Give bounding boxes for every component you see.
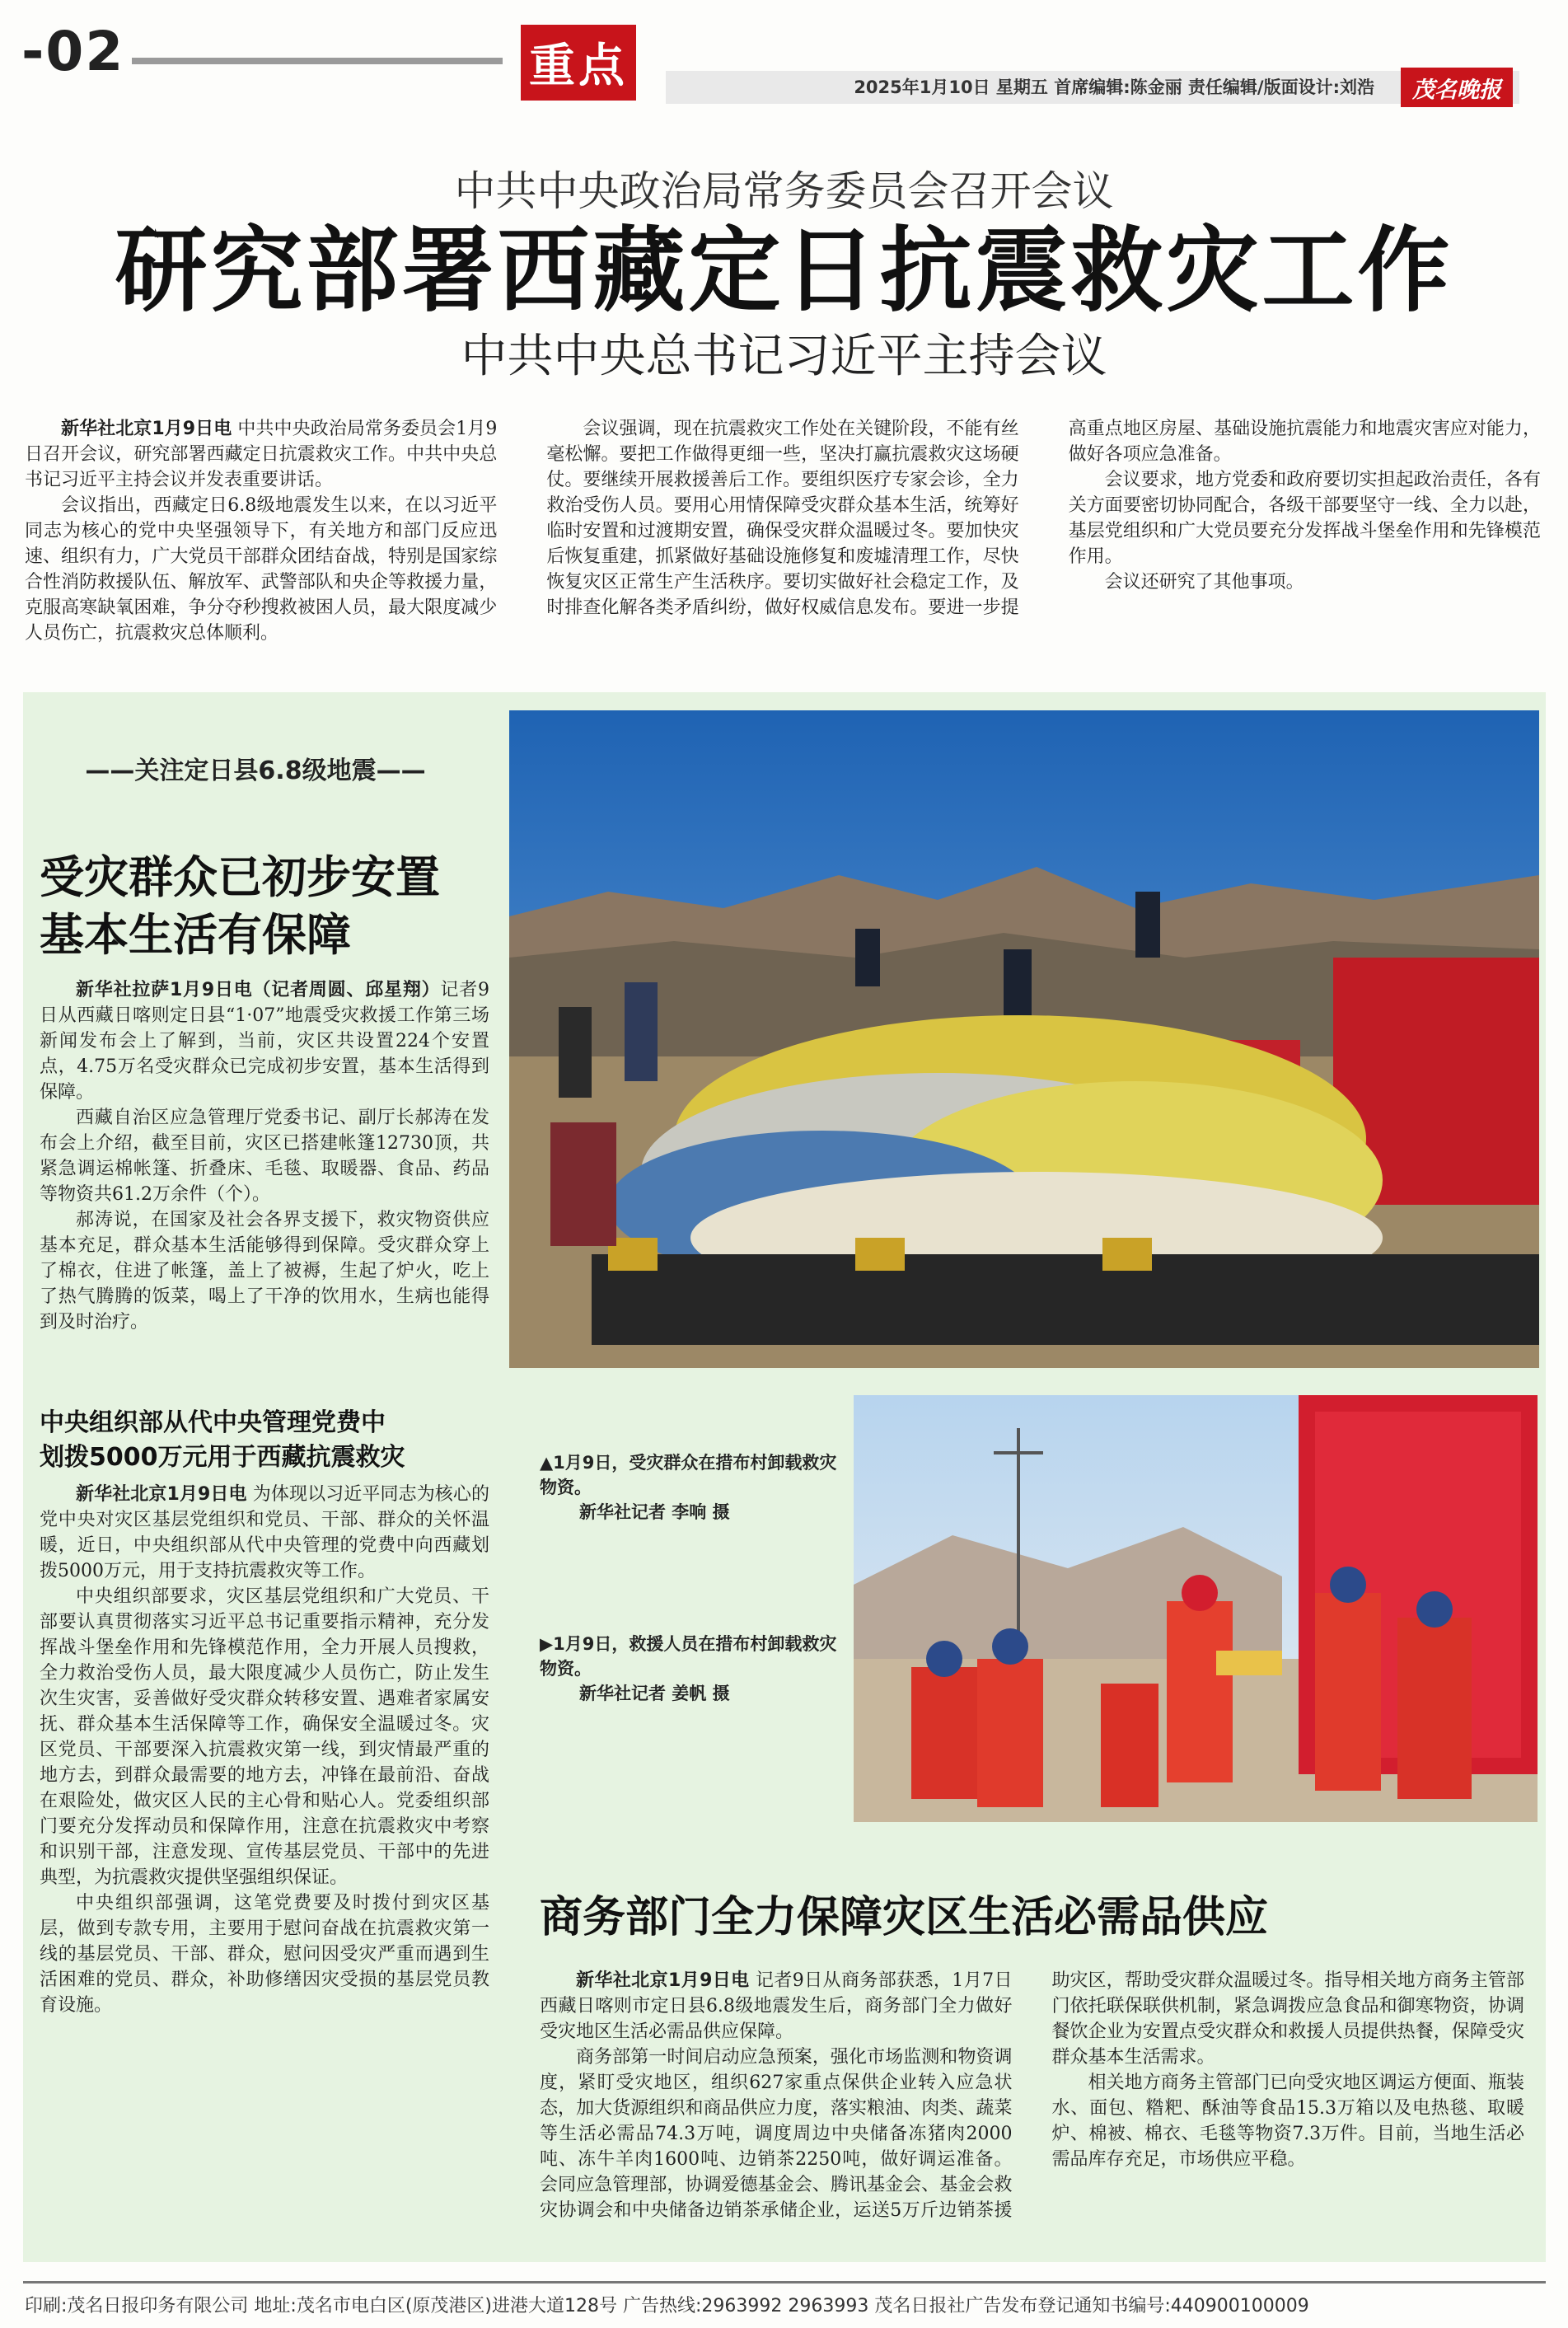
header-info: 2025年1月10日 星期五 首席编辑:陈金丽 责任编辑/版面设计:刘浩	[854, 77, 1374, 97]
caption2	[540, 1632, 853, 1706]
article1-paragraph: 新华社拉萨1月9日电（记者周圆、邱星翔）记者9日从西藏日喀则定日县“1·07”地震受灾救援工作第三场新闻发布会上了解到，当前，灾区共设置224个安置点，4.75万名受灾群众已完成初步安置，基本生活得到保障。	[40, 980, 489, 1103]
top-article-body	[25, 416, 1541, 655]
article1-headline: 受灾群众已初步安置 基本生活有保障	[40, 851, 440, 961]
section-label: 重点	[529, 40, 628, 93]
caption1-credit: 新华社记者 李响 摄	[579, 1502, 730, 1522]
photo-rescuers-illustration	[854, 1395, 1538, 1822]
article2-headline: 中央组织部从代中央管理党费中 划拨5000万元用于西藏抗震救灾	[40, 1408, 405, 1472]
commerce-headline: 商务部门全力保障灾区生活必需品供应	[540, 1893, 1269, 1942]
commerce-body	[540, 1968, 1524, 2248]
sub-headline: 中共中央总书记习近平主持会议	[461, 330, 1107, 383]
commerce-paragraph: 商务部第一时间启动应急预案，强化市场监测和物资调度，紧盯受灾地区，组织627家重点保供企业转入应急状态，加大货源组织和商品供应力度，落实粮油、肉类、蔬菜等生活必需品74.3万吨，调度周边中央储备冻猪肉2000吨、冻牛羊肉1600吨、边销茶2250吨，做好调运准备。会同应急管理部，协调爱德基金会、腾讯基金会、基金会救灾协调会和中央储备边销茶承储企业，运送5万斤边销茶援助灾区，帮助受灾群众温暖过冬。指导相关地方商务主管部门依托联保联供机制，紧急调拨应急食品和御寒物资，协调餐饮企业为安置点受灾群众和救援人员提供热餐，保障受灾群众基本生活需求。	[540, 1970, 1524, 2221]
footer-rule	[23, 2281, 1546, 2284]
article1-paragraph: 西藏自治区应急管理厅党委书记、副厅长郝涛在发布会上介绍，截至目前，灾区已搭建帐篷12730顶，共紧急调运棉帐篷、折叠床、毛毯、取暖器、食品、药品等物资共61.2万余件（个）。	[40, 1108, 489, 1205]
top-paragraph: 会议要求，地方党委和政府要切实担起政治责任，各有关方面要密切协同配合，各级干部要坚守一线、全力以赴，基层党组织和广大党员要充分发挥战斗堡垒作用和先锋模范作用。	[1068, 470, 1541, 567]
logo-text: 茂名晚报	[1412, 77, 1501, 103]
article1-paragraph: 郝涛说，在国家及社会各界支援下，救灾物资供应基本充足，群众基本生活能够得到保障。受灾群众穿上了棉衣，住进了帐篷，盖上了被褥，生起了炉火，吃上了热气腾腾的饭菜，喝上了干净的饮用水，生病也能得到及时治疗。	[40, 1210, 489, 1333]
masthead-logo	[1401, 68, 1513, 107]
caption1	[540, 1450, 853, 1525]
article2-paragraph: 中央组织部要求，灾区基层党组织和广大党员、干部要认真贯彻落实习近平总书记重要指示精神，充分发挥战斗堡垒作用和先锋模范作用，全力开展人员搜救，全力救治受伤人员，最大限度减少人员伤亡，防止发生次生灾害，妥善做好受灾群众转移安置、遇难者家属安抚、群众基本生活保障等工作，确保安全温暖过冬。灾区党员、干部要深入抗震救灾第一线，到灾情最严重的地方去，到群众最需要的地方去，冲锋在最前沿、奋战在艰险处，做灾区人民的主心骨和贴心人。党委组织部门要充分发挥动员和保障作用，注意在抗震救灾中考察和识别干部，注意发现、宣传基层党员、干部中的先进典型，为抗震救灾提供坚强组织保证。	[40, 1586, 489, 1888]
focus-label: ——关注定日县6.8级地震——	[85, 756, 426, 785]
footer-text: 印刷:茂名日报印务有限公司 地址:茂名市电白区(原茂港区)进港大道128号 广告热线:2963992 2963993 茂名日报社广告发布登记通知书编号:440900100009	[25, 2296, 1309, 2316]
pre-headline: 中共中央政治局常务委员会召开会议	[454, 167, 1114, 215]
caption1-text: ▲1月9日，受灾群众在措布村卸载救灾物资。	[540, 1453, 837, 1497]
caption2-credit: 新华社记者 姜帆 摄	[579, 1684, 730, 1703]
section-badge	[521, 25, 636, 101]
caption2-text: ▶1月9日，救援人员在措布村卸载救灾物资。	[540, 1634, 837, 1679]
top-paragraph: 会议还研究了其他事项。	[1104, 572, 1304, 593]
article2-paragraph: 中央组织部强调，这笔党费要及时拨付到灾区基层，做到专款专用，主要用于慰问奋战在抗震救灾第一线的基层党员、干部、群众，慰问因受灾严重而遇到生活困难的党员、群众，补助修缮因灾受损的基层党员教育设施。	[40, 1893, 489, 2016]
article2-paragraph: 新华社北京1月9日电 为体现以习近平同志为核心的党中央对灾区基层党组织和党员、干部、群众的关怀温暖，近日，中央组织部从代中央管理的党费中向西藏划拨5000万元，用于支持抗震救灾等工作。	[40, 1484, 489, 1581]
page-number: -02	[21, 20, 125, 83]
photo-supplies-illustration	[509, 710, 1539, 1368]
photo-supplies-unloading	[509, 710, 1539, 1368]
top-paragraph: 会议强调，现在抗震救灾工作处在关键阶段，不能有丝毫松懈。要把工作做得更细一些，坚决打赢抗震救灾这场硬仗。要继续开展救援善后工作。要组织医疗专家会诊，全力救治受伤人员。要用心用情保障受灾群众基本生活，统筹好临时安置和过渡期安置，确保受灾群众温暖过冬。要加快灾后恢复重建，抓紧做好基础设施修复和废墟清理工作，尽快恢复灾区正常生产生活秩序。要切实做好社会稳定工作，及时排查化解各类矛盾纠纷，做好权威信息发布。要进一步提高重点地区房屋、基础设施抗震能力和地震灾害应对能力，做好各项应急准备。	[546, 419, 1541, 618]
photo-rescuers-unloading	[854, 1395, 1538, 1822]
top-paragraph: 会议指出，西藏定日6.8级地震发生以来，在以习近平同志为核心的党中央坚强领导下，有关地方和部门反应迅速、组织有力，广大党员干部群众团结奋战，特别是国家综合性消防救援队伍、解放军、武警部队和央企等救援力量，克服高寒缺氧困难，争分夺秒搜救被困人员，最大限度减少人员伤亡，抗震救灾总体顺利。	[25, 495, 498, 644]
main-headline: 研究部署西藏定日抗震救灾工作	[115, 218, 1453, 325]
commerce-paragraph: 新华社北京1月9日电 记者9日从商务部获悉，1月7日西藏日喀则市定日县6.8级地震发生后，商务部门全力做好受灾地区生活必需品供应保障。	[540, 1970, 1013, 2042]
top-paragraph: 新华社北京1月9日电 中共中央政治局常务委员会1月9日召开会议，研究部署西藏定日抗震救灾工作。中共中央总书记习近平主持会议并发表重要讲话。	[25, 419, 498, 490]
article2-body	[40, 1482, 489, 2116]
article1-body	[40, 977, 489, 1381]
header-rule-left	[132, 58, 503, 64]
commerce-paragraph: 相关地方商务主管部门已向受灾地区调运方便面、瓶装水、面包、糌粑、酥油等食品15.3万箱以及电热毯、取暖炉、棉被、棉衣、毛毯等物资7.3万件。目前，当地生活必需品库存充足，市场供应平稳。	[1051, 2073, 1524, 2170]
